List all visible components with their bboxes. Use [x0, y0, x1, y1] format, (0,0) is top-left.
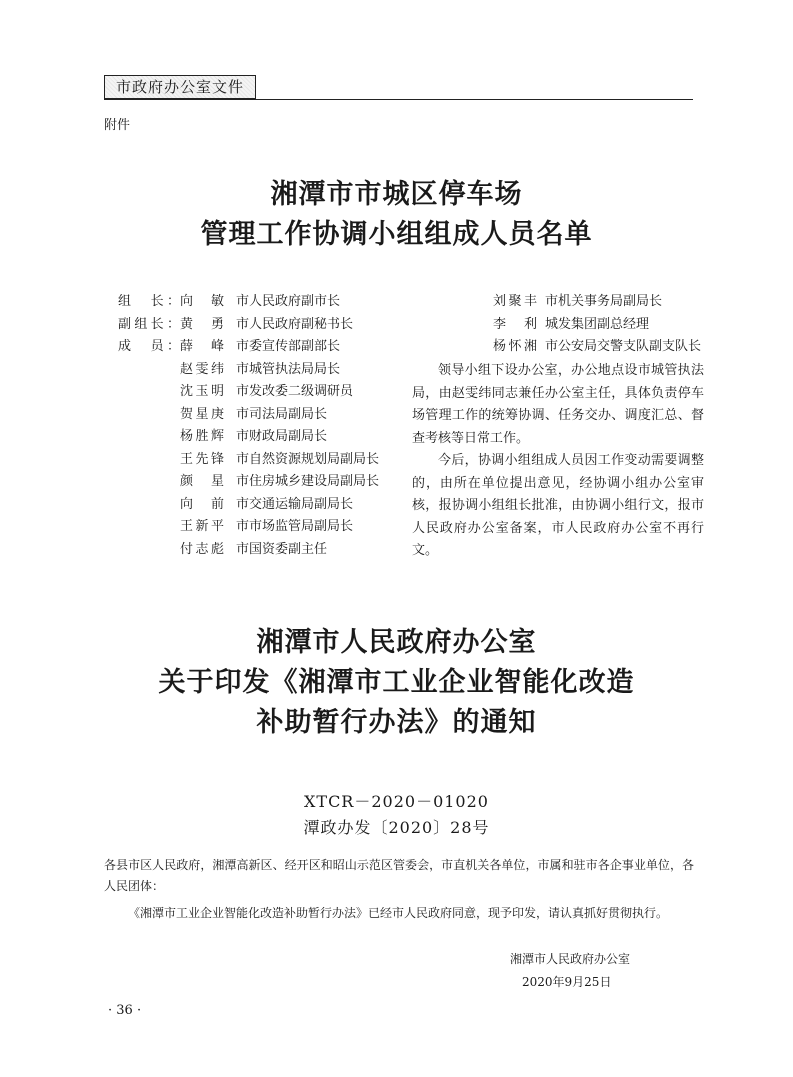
header-rule [104, 99, 693, 100]
paragraph-office: 领导小组下设办公室，办公地点设市城管执法局，由赵雯纬同志兼任办公室主任，具体负责停车场管理工作的统筹协调、任务交办、调度汇总、督查考核等日常工作。 [412, 363, 704, 446]
member-name: 黄 勇 [180, 316, 224, 332]
member-position: 市住房城乡建设局副局长 [236, 474, 380, 489]
signature-date: 2020年9月25日 [522, 975, 612, 989]
member-role: 组 长： [118, 294, 180, 309]
member-list-right [493, 292, 703, 362]
member-position: 市财政局副局长 [236, 429, 328, 444]
member-name: 杨怀湘 [493, 339, 537, 354]
member-position: 市公安局交警支队副支队长 [545, 339, 702, 354]
paragraph-adjustment: 今后，协调小组组成人员因工作变动需要调整的，由所在单位提出意见，经协调小组办公室审核，报协调小组组长批准，由协调小组行文，报市人民政府办公室备案，市人民政府办公室不再行文。 [412, 453, 704, 558]
notice-title-line-1: 湘潭市人民政府办公室 [256, 627, 537, 658]
member-name: 赵雯纬 [180, 361, 224, 377]
member-position: 市市场监管局副局长 [236, 519, 354, 534]
list-title-line-2: 管理工作协调小组组成人员名单 [200, 219, 593, 250]
member-name: 颜 星 [180, 474, 224, 489]
member-role: 副组长： [118, 316, 180, 332]
member-name: 薛 峰 [180, 339, 224, 354]
member-name: 付志彪 [180, 541, 224, 557]
member-position: 城发集团副总经理 [545, 316, 650, 332]
page-number: · 36 · [108, 1003, 142, 1018]
member-position: 市城管执法局局长 [236, 361, 341, 377]
member-position: 市委宣传部副部长 [236, 339, 341, 354]
recipients: 各县市区人民政府，湘潭高新区、经开区和昭山示范区管委会，市直机关各单位，市属和驻市各企事业单位，各人民团体： [104, 858, 694, 893]
member-list-left [118, 292, 398, 572]
member-name: 李 利 [493, 316, 537, 332]
member-name: 刘聚丰 [493, 294, 537, 309]
notice-title-line-3: 补助暂行办法》的通知 [256, 707, 537, 738]
member-name: 沈玉明 [180, 384, 224, 399]
member-name: 王新平 [180, 519, 224, 534]
member-position: 市人民政府副秘书长 [236, 316, 354, 332]
member-position: 市机关事务局副局长 [545, 294, 663, 309]
member-position: 市国资委副主任 [236, 541, 328, 557]
notice-title-line-2: 关于印发《湘潭市工业企业智能化改造 [158, 667, 635, 698]
member-name: 贺星庚 [180, 406, 224, 422]
member-name: 向 敏 [180, 294, 224, 309]
member-position: 市发改委二级调研员 [236, 384, 354, 399]
document-code: XTCR－2020－01020 [304, 792, 489, 811]
signature-org: 湘潭市人民政府办公室 [510, 952, 631, 966]
attachment-label: 附件 [104, 118, 131, 133]
member-name: 杨胜辉 [180, 429, 224, 444]
notice-body: 《湘潭市工业企业智能化改造补助暂行办法》已经市人民政府同意，现予印发，请认真抓好贯彻执行。 [128, 906, 669, 920]
document-number: 潭政办发〔2020〕28号 [303, 818, 490, 837]
header-label: 市政府办公室文件 [104, 75, 256, 99]
member-position: 市自然资源规划局副局长 [236, 451, 380, 467]
member-position: 市司法局副局长 [236, 406, 328, 422]
list-title-line-1: 湘潭市市城区停车场 [270, 179, 523, 210]
member-position: 市人民政府副市长 [236, 294, 341, 309]
member-position: 市交通运输局副局长 [236, 496, 354, 512]
member-role: 成 员： [118, 339, 180, 354]
member-name: 王先锋 [180, 451, 224, 467]
member-name: 向 前 [180, 496, 224, 512]
